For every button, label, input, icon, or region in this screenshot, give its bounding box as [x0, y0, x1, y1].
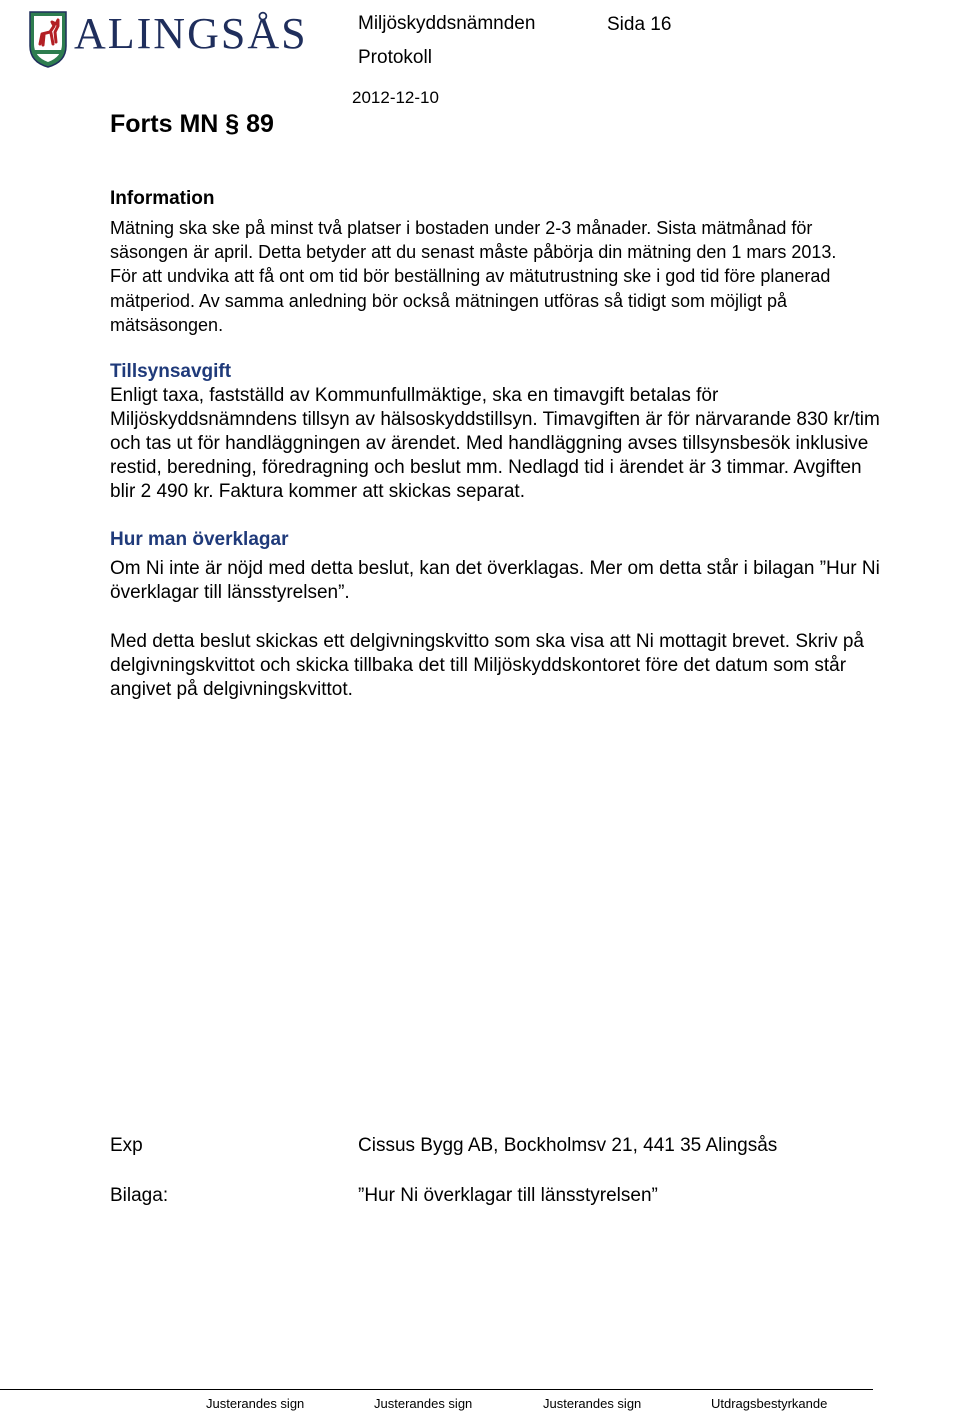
section-symbol: §	[225, 110, 240, 138]
page-number: Sida 16	[607, 14, 672, 35]
overklagar-title: Hur man överklagar	[110, 529, 289, 550]
information-line: mätsäsongen.	[110, 315, 224, 335]
footer-divider	[0, 1389, 873, 1390]
tillsynsavgift-line: Enligt taxa, fastställd av Kommunfullmäktige, ska en timavgift betalas för	[110, 385, 719, 406]
information-line: För att undvika att få ont om tid bör beställning av mätutrustning ske i god tid före planerad	[110, 266, 831, 286]
bilaga-label: Bilaga:	[110, 1185, 169, 1206]
delgivning-line: delgivningskvittot och skicka tillbaka det till Miljöskyddskontoret före det datum som står	[110, 655, 847, 676]
section-heading-prefix: Forts MN	[110, 110, 219, 138]
footer-sign-2: Justerandes sign	[374, 1396, 473, 1411]
logo-wordmark: ALINGSÅS	[74, 9, 308, 58]
tillsynsavgift-line: och tas ut för handläggningen av ärendet. Med handläggning avses tillsynsbesök inklusive	[110, 433, 869, 454]
information-line: mätperiod. Av samma anledning bör också mätningen utföras så tidigt som möjligt på	[110, 291, 788, 311]
exp-recipient: Cissus Bygg AB, Bockholmsv 21, 441 35 Alingsås	[358, 1135, 778, 1156]
information-title: Information	[110, 188, 215, 209]
tillsynsavgift-line: Miljöskyddsnämndens tillsyn av hälsoskyddstillsyn. Timavgiften är för närvarande 830 kr/tim	[110, 409, 880, 430]
bilaga-attachment: ”Hur Ni överklagar till länsstyrelsen”	[358, 1185, 658, 1206]
footer-sign-3: Justerandes sign	[543, 1396, 642, 1411]
overklagar-line: överklagar till länsstyrelsen”.	[110, 582, 350, 603]
document-type: Protokoll	[358, 47, 432, 68]
information-line: säsongen är april. Detta betyder att du senast måste påbörja din mätning den 1 mars 2013.	[110, 242, 837, 262]
meeting-date: 2012-12-10	[352, 88, 439, 107]
delgivning-line: angivet på delgivningskvittot.	[110, 679, 353, 700]
exp-label: Exp	[110, 1135, 143, 1156]
tillsynsavgift-title: Tillsynsavgift	[110, 361, 232, 382]
information-line: Mätning ska ske på minst två platser i bostaden under 2-3 månader. Sista mätmånad för	[110, 218, 813, 238]
overklagar-line: Om Ni inte är nöjd med detta beslut, kan det överklagas. Mer om detta står i bilagan ”Hur Ni	[110, 558, 880, 579]
section-number: 89	[246, 110, 274, 138]
delgivning-line: Med detta beslut skickas ett delgivningskvitto som ska visa att Ni mottagit brevet. Skriv på	[110, 631, 864, 652]
tillsynsavgift-line: blir 2 490 kr. Faktura kommer att skickas separat.	[110, 481, 525, 502]
footer-certification: Utdragsbestyrkande	[711, 1396, 828, 1411]
section-heading	[110, 112, 274, 137]
alingsas-logo	[28, 6, 308, 68]
footer-sign-1: Justerandes sign	[206, 1396, 305, 1411]
tillsynsavgift-line: restid, beredning, föredragning och beslut mm. Nedlagd tid i ärendet är 3 timmar. Avgiften	[110, 457, 862, 478]
coat-of-arms-icon	[28, 10, 68, 68]
committee-name: Miljöskyddsnämnden	[358, 13, 536, 34]
